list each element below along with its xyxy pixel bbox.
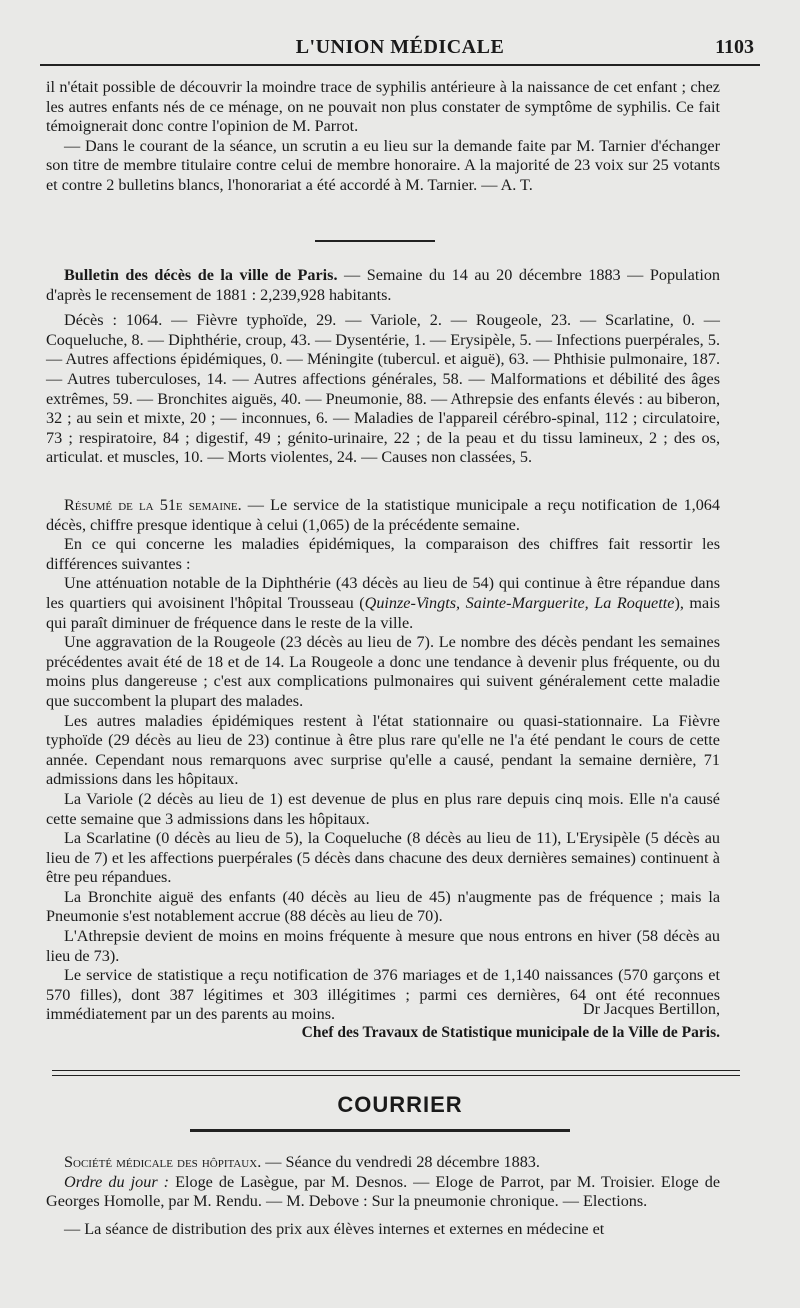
bulletin-section [46, 266, 720, 468]
courrier-section [46, 1153, 720, 1239]
section-divider [315, 240, 435, 242]
resume-paragraph: La Scarlatine (0 décès au lieu de 5), la Coqueluche (8 décès au lieu de 11), L'Erysipèle (5 décès au lieu de 7) et les affections puerpérales (5 décès dans chacune des deux dernières semaines) continuent à être peu répandues. [46, 829, 720, 887]
resume-intro: — Le service de la statistique municipale a reçu notification de 1,064 décès, chiffre presque identique à celui (1,065) de la précédente semaine. [46, 496, 720, 534]
order-label: Ordre du jour : [64, 1172, 170, 1191]
order-text: Eloge de Lasègue, par M. Desnos. — Eloge de Parrot, par M. Troisier. Eloge de Georges Homolle, par M. Rendu. — M. Debove : Sur la pneumonie chronique. — Elections. [46, 1172, 721, 1211]
seance-date: — Séance du vendredi 28 décembre 1883. [261, 1153, 540, 1171]
signature-role: Chef des Travaux de Statistique municipale de la Ville de Paris. [301, 1024, 720, 1041]
resume-paragraph: Les autres maladies épidémiques restent à l'état stationnaire ou quasi-stationnaire. La Fièvre typhoïde (29 décès au lieu de 23) continue à être plus rare qu'elle ne l'a été pendant le cours de cette année. Cependant nous remarquons avec surprise qu'elle a causé, pendant la semaine dernière, 71 admissions dans les hôpitaux. [46, 711, 720, 789]
running-title: L'UNION MÉDICALE [295, 36, 505, 58]
page-number: 1103 [715, 36, 754, 58]
diphtherie-text: Une atténuation notable de la Diphthérie (43 décès au lieu de 54) qui continue à être répandue dans les quartiers qui avoisinent l'hôpital Trousseau ( [46, 574, 720, 612]
resume-paragraph: La Bronchite aiguë des enfants (40 décès au lieu de 45) n'augmente pas de fréquence ; mais la Pneumonie s'est notablement accrue (88 décès au lieu de 70). [46, 887, 720, 926]
resume-paragraph: En ce qui concerne les maladies épidémiques, la comparaison des chiffres fait ressortir les différences suivantes : [46, 535, 720, 573]
resume-paragraph: Une aggravation de la Rougeole (23 décès au lieu de 7). Le nombre des décès pendant les semaines précédentes avait été de 18 et de 14. La Rougeole a donc une tendance à devenir plus fréquente, ou du moins plus dangereuse ; c'est aux complications pulmonaires qui suivent généralement cette maladie que succombent la plupart des malades. [46, 633, 720, 710]
page-header [40, 34, 760, 66]
society-name: Société médicale des hôpitaux. [64, 1153, 262, 1171]
bulletin-subheading: — Semaine du 14 au 20 décembre 1883 — Population d'après le recensement de 1881 : 2,239,928 habitants. [46, 266, 721, 304]
diphtherie-text-end: ), mais qui paraît diminuer de fréquence dans le reste de la ville. [46, 593, 721, 632]
signature-name: Dr Jacques Bertillon, [582, 1000, 720, 1018]
intro-section [46, 78, 720, 196]
quartiers-italic: Quinze-Vingts, Sainte-Marguerite, La Roquette [364, 593, 675, 612]
courrier-paragraph: — La séance de distribution des prix aux élèves internes et externes en médecine et [64, 1219, 605, 1238]
resume-paragraph: Le service de statistique a reçu notification de 376 mariages et de 1,140 naissances (570 garçons et 570 filles), dont 387 légitimes et 303 illégitimes ; parmi ces dernières, 64 ont été reconnues immédiatement par un des parents au moins. [46, 966, 720, 1024]
resume-section [46, 496, 720, 1025]
bulletin-heading: Bulletin des décès de la ville de Paris. [64, 266, 338, 284]
courrier-title: COURRIER [337, 1092, 463, 1117]
section-divider-double [52, 1070, 740, 1076]
intro-paragraph: — Dans le courant de la séance, un scrutin a eu lieu sur la demande faite par M. Tarnier d'échanger son titre de membre titulaire contre celui de membre honoraire. A la majorité de 23 voix sur 25 votants et contre 2 bulletins blancs, l'honorariat a été accordé à M. Tarnier. — A. T. [46, 136, 720, 194]
resume-heading: Résumé de la 51e semaine. [64, 496, 242, 514]
intro-paragraph: il n'était possible de découvrir la moindre trace de syphilis antérieure à la naissance de cet enfant ; chez les autres enfants nés de ce ménage, on ne pouvait non plus constater de symptôme de syphilis. Ce fait témoignerait donc contre l'opinion de M. Parrot. [46, 78, 720, 136]
resume-paragraph: La Variole (2 décès au lieu de 1) est devenue de plus en plus rare depuis cinq mois. Elle n'a causé cette semaine que 3 admissions dans les hôpitaux. [46, 789, 720, 828]
resume-paragraph: L'Athrepsie devient de moins en moins fréquente à mesure que nous entrons en hiver (58 décès au lieu de 73). [46, 927, 720, 965]
courrier-title-underline [190, 1129, 570, 1132]
deaths-list: Décès : 1064. — Fièvre typhoïde, 29. — Variole, 2. — Rougeole, 23. — Scarlatine, 0. — Coqueluche, 8. — Diphthérie, croup, 43. — Dysentérie, 1. — Erysipèle, 5. — Infections puerpérales, 5. — Autres affections épidémiques, 0. — Méningite (tubercul. et aiguë), 63. — Phthisie pulmonaire, 187. — Autres tuberculoses, 14. — Autres affections générales, 58. — Malformations et débilité des âges extrêmes, 59. — Bronchites aiguës, 40. — Pneumonie, 88. — Athrepsie des enfants élevés : au biberon, 32 ; au sein et mixte, 20 ; — inconnues, 6. — Maladies de l'appareil cérébro-spinal, 112 ; circulatoire, 73 ; respiratoire, 84 ; digestif, 49 ; génito-urinaire, 22 ; de la peau et du tissu lamineux, 2 ; des os, articulat. et muscles, 10. — Morts violentes, 24. — Causes non classées, 5. [46, 311, 720, 467]
